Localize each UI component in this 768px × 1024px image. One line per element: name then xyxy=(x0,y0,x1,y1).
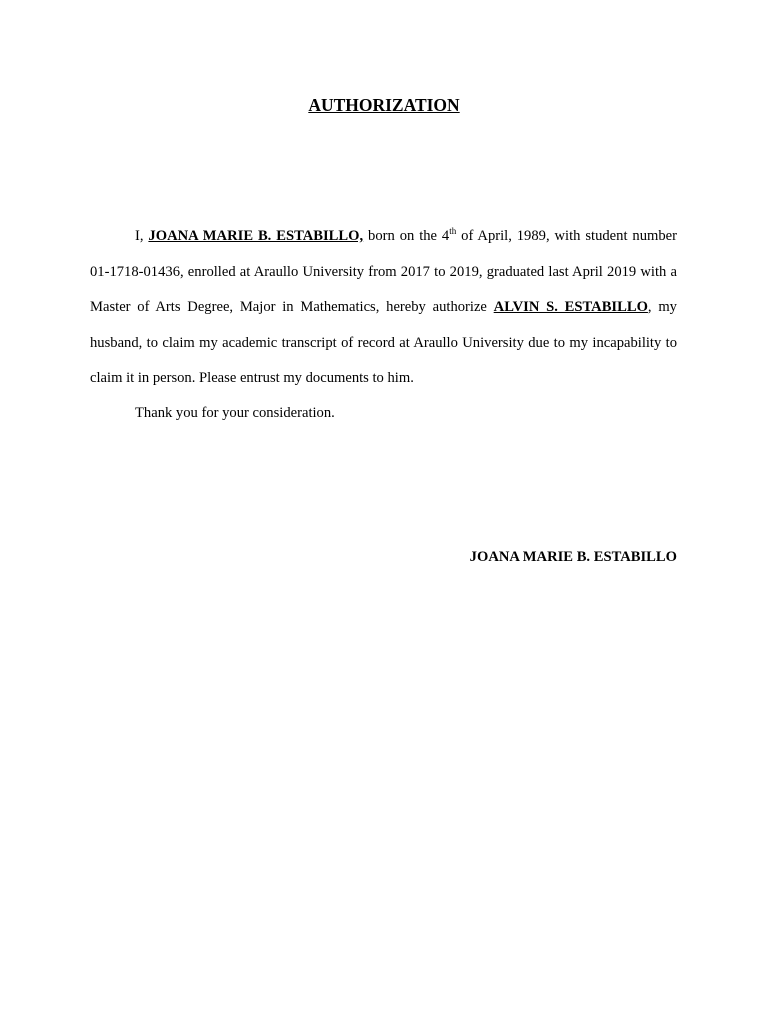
paragraph-intro: I, xyxy=(135,228,149,244)
paragraph-details: of April, 1989, with student number 01-1718-01436, enrolled at Araullo University from 2017 to 2019, graduated last April 2019 with a Master of Arts Degree, Major in Mathematics, hereby authorize xyxy=(90,228,677,315)
grantor-name: JOANA MARIE B. ESTABILLO, xyxy=(148,228,364,244)
authorized-person-name: ALVIN S. ESTABILLO xyxy=(493,299,648,315)
document-title: AUTHORIZATION xyxy=(308,95,460,115)
closing-line: Thank you for your consideration. xyxy=(135,405,335,421)
paragraph-conclusion: , my husband, to claim my academic transcript of record at Araullo University due to my incapability to claim it in person. Please entrust my documents to him. xyxy=(90,299,677,386)
born-text: born on the 4 xyxy=(363,228,450,244)
signature-name: JOANA MARIE B. ESTABILLO xyxy=(469,549,677,565)
authorization-paragraph xyxy=(90,219,677,397)
ordinal-suffix: th xyxy=(449,226,457,237)
